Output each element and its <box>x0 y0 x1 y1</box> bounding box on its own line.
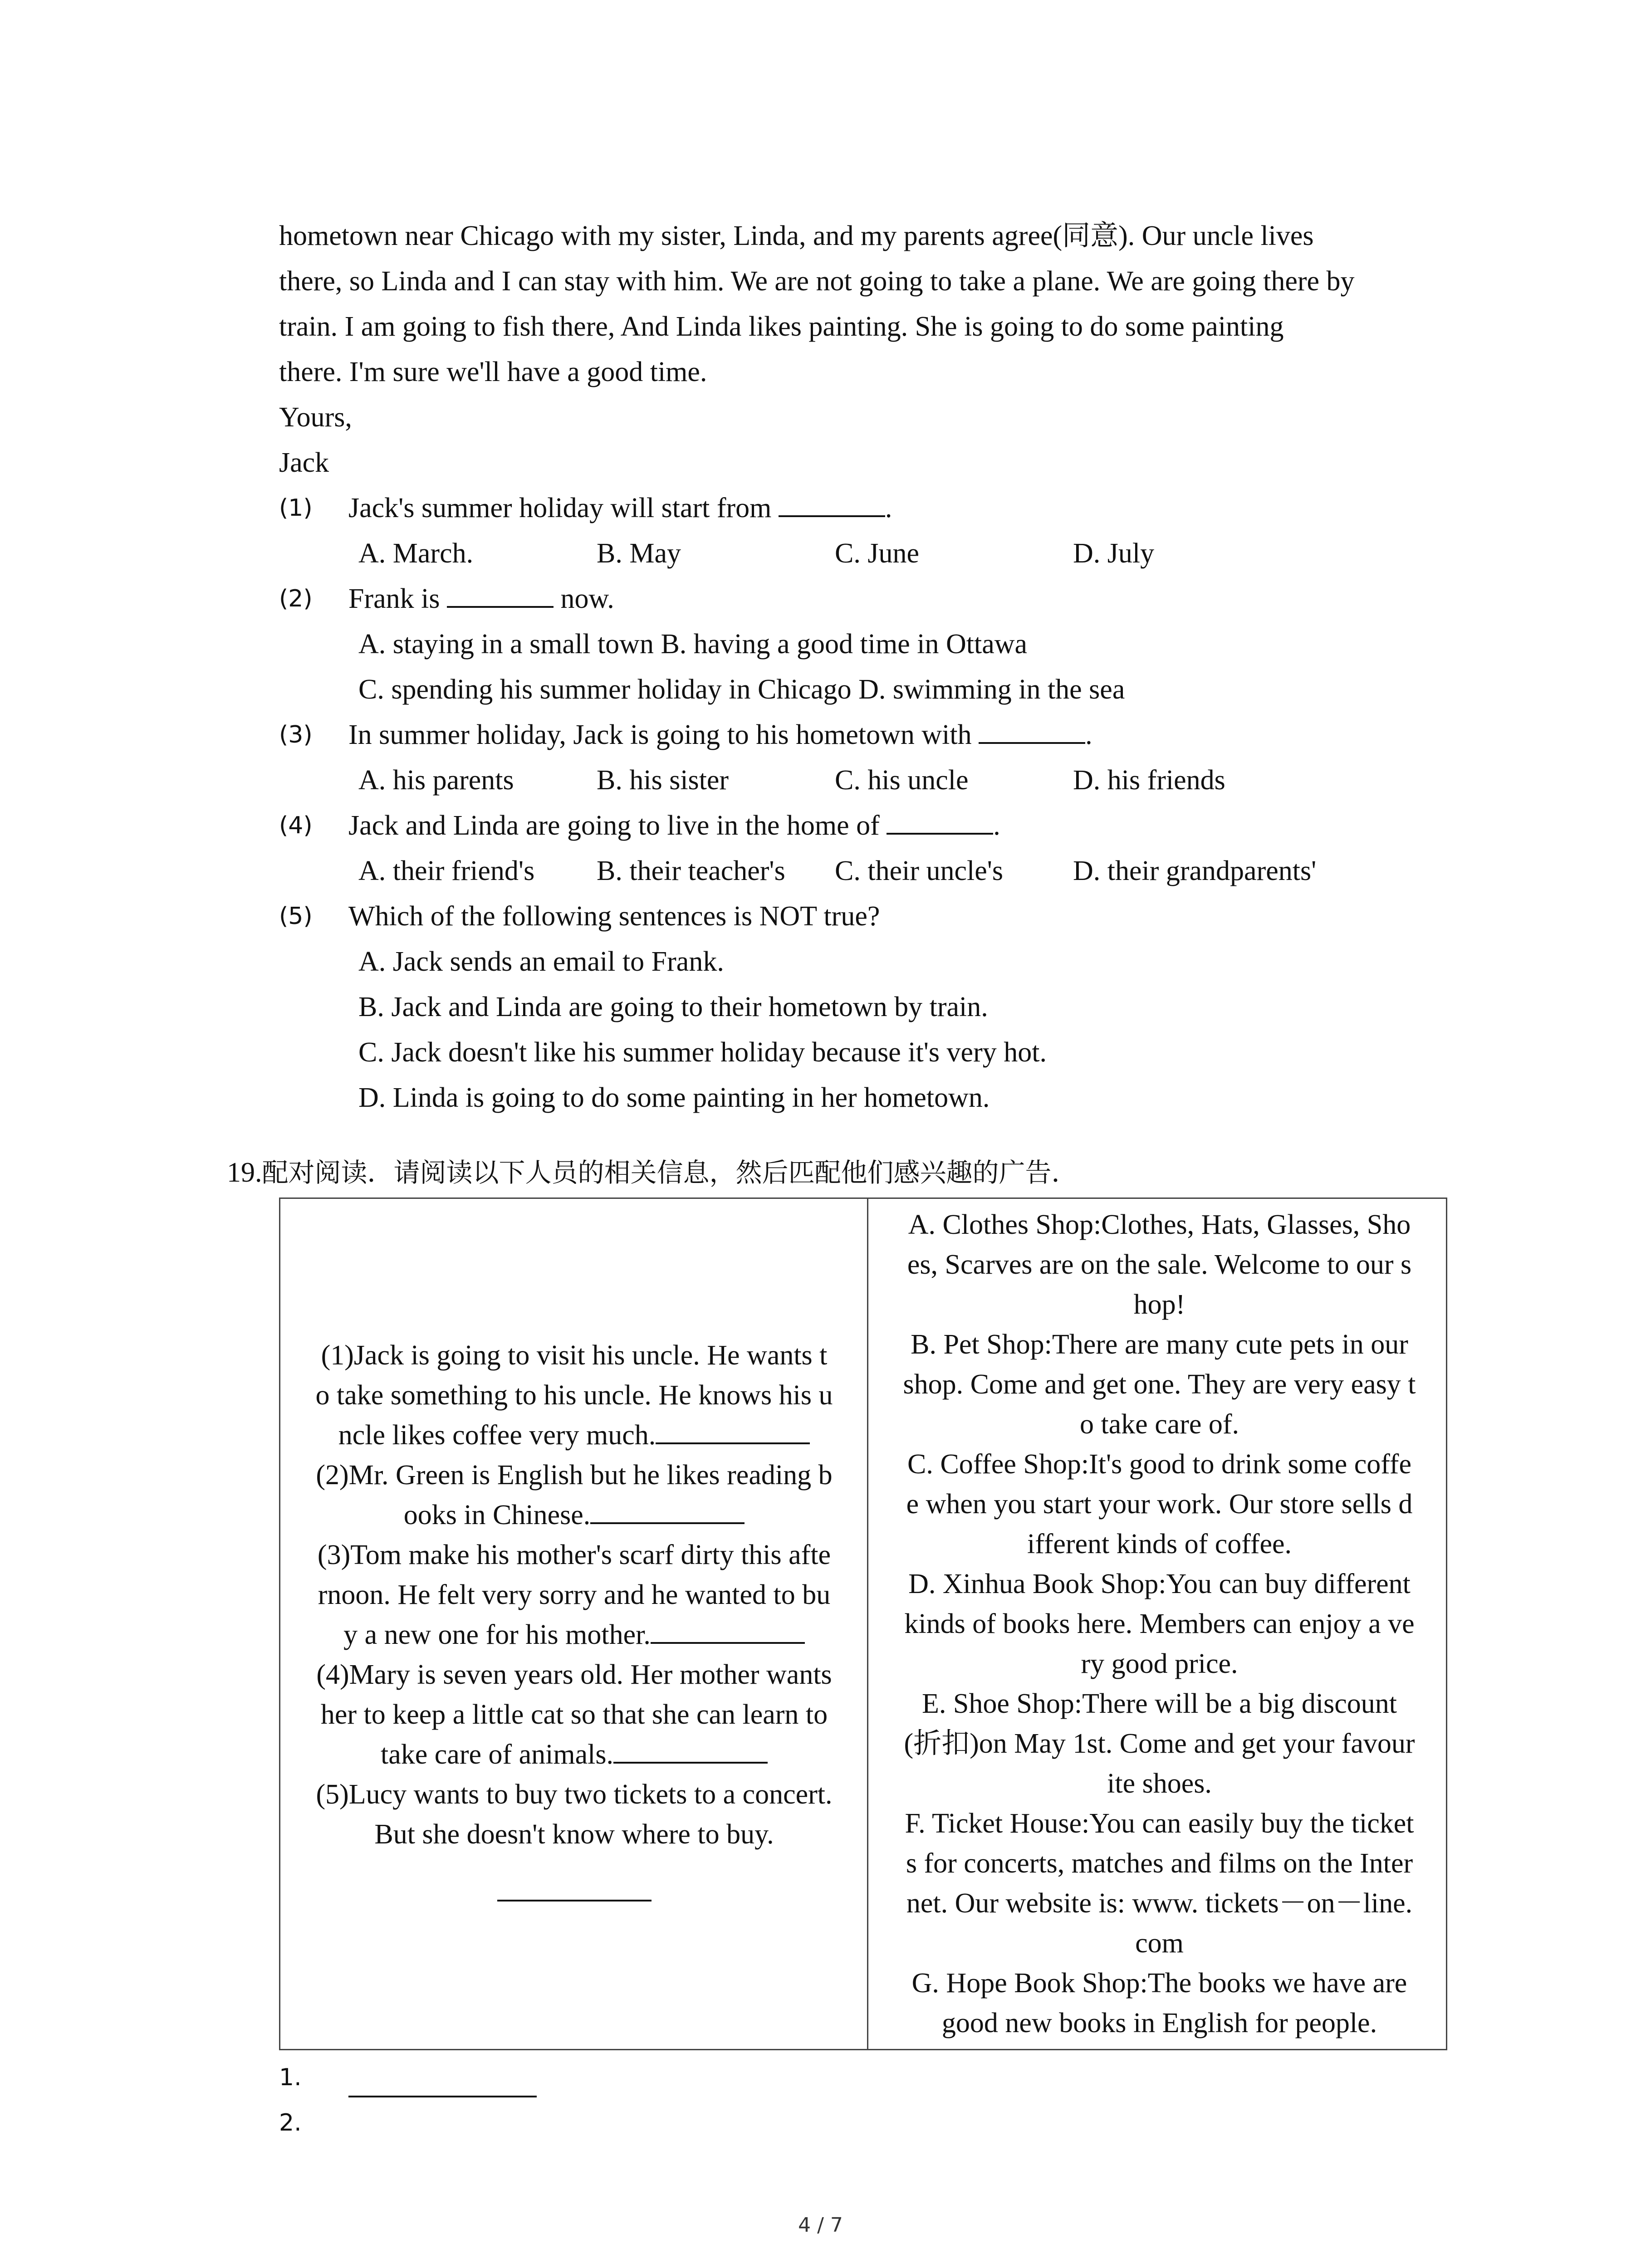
option-a: A. Jack sends an email to Frank. <box>358 946 724 977</box>
people-cell <box>289 1199 859 2049</box>
option-d: D. July <box>1073 538 1155 569</box>
ad-line: ry good price. <box>1081 1648 1238 1679</box>
person-line: o take something to his uncle. He knows his u <box>315 1380 833 1411</box>
ad-line: ifferent kinds of coffee. <box>1027 1529 1292 1559</box>
person-line: (4)Mary is seven years old. Her mother wants <box>316 1659 832 1690</box>
person-line <box>289 1872 859 1912</box>
ad-line: good new books in English for people. <box>941 2008 1377 2038</box>
question-text <box>348 576 614 621</box>
option-b: B. May <box>597 538 681 569</box>
ad-line: e when you start your work. Our store sells d <box>906 1489 1413 1520</box>
question-number: (2) <box>279 585 313 612</box>
answer-line <box>348 2096 537 2097</box>
match-blank <box>497 1873 652 1901</box>
letter-line: there. I'm sure we'll have a good time. <box>279 357 707 387</box>
ad-line: com <box>1135 1928 1184 1959</box>
answer-blank <box>447 580 554 608</box>
answer-blank <box>887 807 993 835</box>
question-stem: Frank is <box>348 583 447 614</box>
person-line: (5)Lucy wants to buy two tickets to a concert. <box>316 1779 833 1810</box>
question-text <box>348 803 1000 848</box>
section-number: 19. <box>227 1157 262 1188</box>
matching-table <box>279 1198 1447 2050</box>
person-line: y a new one for his mother. <box>289 1615 859 1655</box>
section-heading <box>227 1150 1078 1195</box>
option-b: B. Jack and Linda are going to their hometown by train. <box>358 992 988 1022</box>
ad-line: ite shoes. <box>1107 1768 1212 1799</box>
question-number: (3) <box>279 721 313 748</box>
question-tail: . <box>1085 719 1092 750</box>
ad-line: G. Hope Book Shop:The books we have are <box>911 1968 1407 1999</box>
letter-closing: Yours, <box>279 402 352 433</box>
person-line: (1)Jack is going to visit his uncle. He wants t <box>321 1340 828 1371</box>
option-ab: A. staying in a small town B. having a good time in Ottawa <box>358 629 1028 660</box>
option-c: C. Jack doesn't like his summer holiday because it's very hot. <box>358 1037 1047 1068</box>
match-blank <box>656 1416 810 1444</box>
ad-line: s for concerts, matches and films on the Inter <box>906 1848 1413 1879</box>
ad-line: o take care of. <box>1079 1409 1239 1440</box>
letter-line: there, so Linda and I can stay with him. We are not going to take a plane. We are going there by <box>279 266 1355 297</box>
option-c: C. their uncle's <box>835 855 1004 886</box>
section-instruction: 配对阅读．请阅读以下人员的相关信息，然后匹配他们感兴趣的广告． <box>262 1157 1078 1188</box>
option-a: A. March. <box>358 538 474 569</box>
option-b: B. his sister <box>597 765 729 796</box>
person-line: But she doesn't know where to buy. <box>374 1819 774 1850</box>
ads-cell <box>877 1199 1442 2049</box>
question-number: (1) <box>279 494 313 522</box>
person-line: (2)Mr. Green is English but he likes reading b <box>316 1460 833 1491</box>
option-d: D. his friends <box>1073 765 1225 796</box>
option-a: A. their friend's <box>358 855 535 886</box>
ad-line: shop. Come and get one. They are very easy t <box>903 1369 1416 1400</box>
ad-line: D. Xinhua Book Shop:You can buy different <box>908 1569 1411 1599</box>
person-line: her to keep a little cat so that she can learn to <box>320 1699 828 1730</box>
ad-line: F. Ticket House:You can easily buy the ticket <box>905 1808 1414 1839</box>
ad-line: net. Our website is: www. tickets－on－line. <box>906 1888 1413 1919</box>
option-d: D. their grandparents' <box>1073 855 1317 886</box>
question-tail: now. <box>554 583 614 614</box>
match-blank <box>613 1735 768 1764</box>
question-stem: Jack's summer holiday will start from <box>348 493 779 523</box>
question-tail: . <box>993 810 1000 841</box>
ad-line: E. Shoe Shop:There will be a big discount <box>922 1688 1397 1719</box>
letter-line: train. I am going to fish there, And Linda likes painting. She is going to do some painting <box>279 311 1284 342</box>
question-text: Which of the following sentences is NOT true? <box>348 901 880 932</box>
ad-line: es, Scarves are on the sale. Welcome to our s <box>907 1249 1412 1280</box>
answer-blank <box>979 716 1085 744</box>
option-d: D. Linda is going to do some painting in her hometown. <box>358 1082 990 1113</box>
ad-line: kinds of books here. Members can enjoy a ve <box>904 1608 1415 1639</box>
question-tail: . <box>885 493 892 523</box>
answer-blank <box>779 489 885 517</box>
person-line: ooks in Chinese. <box>289 1495 859 1535</box>
question-text <box>348 712 1092 758</box>
option-a: A. his parents <box>358 765 514 796</box>
ad-line: hop! <box>1133 1289 1185 1320</box>
person-line: ncle likes coffee very much. <box>289 1415 859 1455</box>
answer-number: 2. <box>279 2109 302 2136</box>
ad-line: (折扣)on May 1st. Come and get your favour <box>904 1728 1415 1759</box>
option-c: C. June <box>835 538 919 569</box>
table-divider <box>867 1199 868 2049</box>
answer-number: 1. <box>279 2064 302 2091</box>
question-number: (4) <box>279 812 313 839</box>
person-line: (3)Tom make his mother's scarf dirty this afte <box>317 1540 831 1570</box>
question-stem: In summer holiday, Jack is going to his hometown with <box>348 719 979 750</box>
ad-line: B. Pet Shop:There are many cute pets in our <box>911 1329 1408 1360</box>
option-b: B. their teacher's <box>597 855 785 886</box>
match-blank <box>590 1496 745 1524</box>
person-line: take care of animals. <box>289 1735 859 1774</box>
ad-line: C. Coffee Shop:It's good to drink some coffe <box>907 1449 1411 1480</box>
question-text <box>348 485 892 531</box>
option-cd: C. spending his summer holiday in Chicago D. swimming in the sea <box>358 674 1125 705</box>
match-blank <box>651 1616 805 1644</box>
page-number: 4 / 7 <box>798 2214 843 2237</box>
person-line: rnoon. He felt very sorry and he wanted to bu <box>318 1579 831 1610</box>
letter-line: hometown near Chicago with my sister, Linda, and my parents agree(同意). Our uncle lives <box>279 220 1314 251</box>
question-number: (5) <box>279 903 313 930</box>
ad-line: A. Clothes Shop:Clothes, Hats, Glasses, Sho <box>908 1209 1411 1240</box>
option-c: C. his uncle <box>835 765 969 796</box>
letter-signature: Jack <box>279 447 329 478</box>
question-stem: Jack and Linda are going to live in the home of <box>348 810 887 841</box>
